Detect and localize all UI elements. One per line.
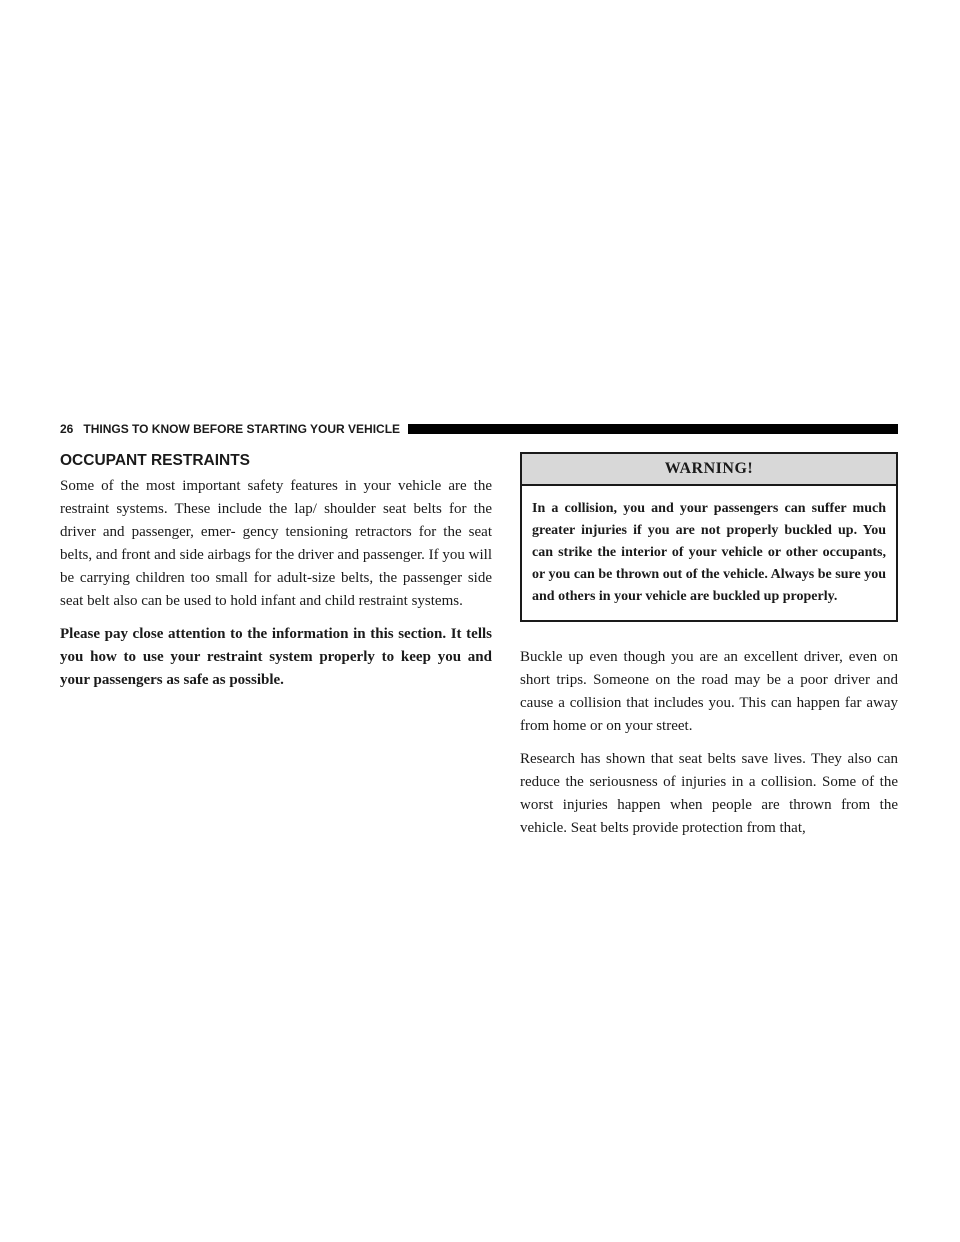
page-header [60, 420, 898, 438]
intro-paragraph: Some of the most important safety features in your vehicle are the restraint systems. These include the lap/ shoulder seat belts for the driver and passenger, emer- gency tensioning retractors for the seat belts, and front and side airbags for the driver and passenger. If you will be carrying children too small for adult-size belts, the passenger side seat belt also can be used to hold infant and child restraint systems. [60, 478, 492, 609]
warning-title: WARNING! [522, 454, 896, 486]
chapter-title: THINGS TO KNOW BEFORE STARTING YOUR VEHICLE [83, 422, 401, 436]
section-heading: OCCUPANT RESTRAINTS [60, 452, 251, 469]
page-number: 26 [60, 422, 74, 436]
header-rule [408, 424, 898, 434]
right-column [520, 452, 898, 850]
attention-paragraph: Please pay close attention to the information in this section. It tells you how to use your restraint system properly to keep you and your passengers as safe as possible. [60, 626, 492, 688]
buckle-up-paragraph: Buckle up even though you are an excellent driver, even on short trips. Someone on the road may be a poor driver and cause a collision that includes you. This can happen far away from home or on your street. [520, 649, 898, 734]
research-paragraph: Research has shown that seat belts save lives. They also can reduce the seriousness of injuries in a collision. Some of the worst injuries happen when people are thrown from the vehicle. Seat belts provide protection from that, [520, 751, 898, 836]
warning-text: In a collision, you and your passengers can suffer much greater injuries if you are not properly buckled up. You can strike the interior of your vehicle or other occupants, or you can be thrown out of the vehicle. Always be sure you and others in your vehicle are buckled up properly. [532, 501, 886, 604]
left-column [60, 452, 492, 702]
warning-box [520, 452, 898, 622]
